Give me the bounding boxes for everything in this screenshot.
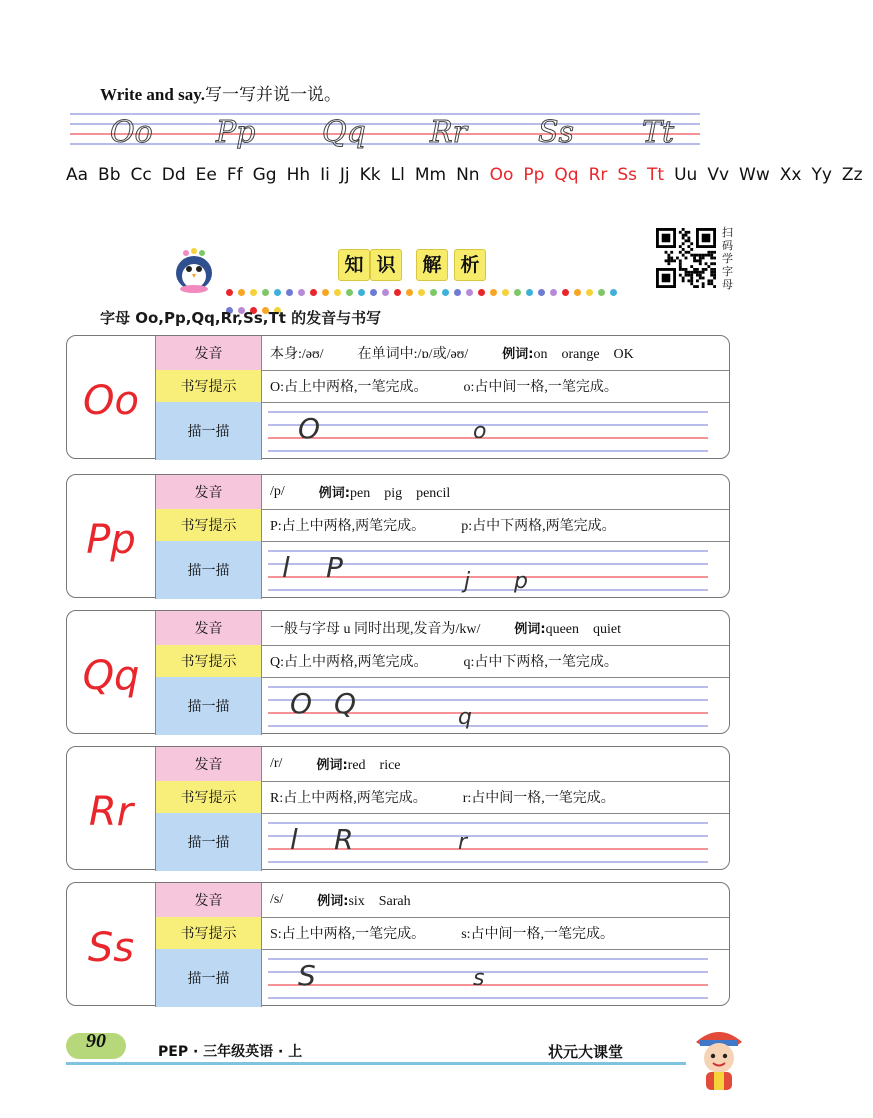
writing-tip-label: 书写提示 <box>156 781 262 813</box>
alphabet-letter-pair: Bb <box>98 165 121 185</box>
tracing-lines <box>268 545 708 595</box>
alphabet-letter-pair: Rr <box>588 165 608 185</box>
writing-tip-content <box>270 370 618 402</box>
page-number: 90 <box>86 1030 106 1052</box>
pronunciation: /r/ <box>270 756 283 771</box>
writing-tip-lower: q:占中下两格,一笔完成。 <box>463 655 618 670</box>
writing-tip-lower: o:占中间一格,一笔完成。 <box>463 380 618 395</box>
big-letter-text: Rr <box>88 789 134 835</box>
example-words: queen quiet <box>545 622 622 637</box>
writing-tip-row <box>155 509 729 542</box>
example-label: 例词: <box>318 486 350 501</box>
big-letter <box>67 747 155 869</box>
trace-row <box>155 677 729 735</box>
qr-caption-char: 字 <box>722 265 733 278</box>
publisher-name: 状元大课堂 <box>548 1043 624 1061</box>
alphabet-letter-pair: Oo <box>489 165 514 185</box>
alphabet-letter-pair: Aa <box>66 165 89 185</box>
big-letter-text: Oo <box>83 378 139 424</box>
alphabet-letter-pair: Mm <box>414 165 447 185</box>
pronunciation-label: 发音 <box>156 475 262 509</box>
trace-letter: O <box>290 687 313 720</box>
writing-tip-label: 书写提示 <box>156 645 262 677</box>
alphabet-letter-pair: Cc <box>130 165 152 185</box>
alphabet-letter-pair: Zz <box>841 165 863 185</box>
trace-row <box>155 813 729 871</box>
alphabet-letter-pair: Ll <box>390 165 405 185</box>
trace-label: 描一描 <box>156 813 262 871</box>
trace-letter: r <box>458 830 468 855</box>
tracing-lines <box>268 817 708 867</box>
pronunciation-in-words: 在单词中:/ɒ/或/əʊ/ <box>357 347 469 362</box>
alphabet-letter-pair: Jj <box>339 165 350 185</box>
pronunciation: /s/ <box>270 892 284 907</box>
writing-tip-upper: R:占上中两格,两笔完成。 <box>270 791 427 806</box>
writing-tip-upper: P:占上中两格,两笔完成。 <box>270 519 426 534</box>
example-words: on orange OK <box>533 347 634 362</box>
alphabet-letter-pair: Gg <box>252 165 277 185</box>
writing-tip-upper: O:占上中两格,一笔完成。 <box>270 380 428 395</box>
handwriting-letter: Rr <box>430 115 467 150</box>
qr-caption-char: 码 <box>722 239 733 252</box>
writing-tip-content <box>270 509 616 541</box>
alphabet-letter-pair: Kk <box>359 165 381 185</box>
writing-tip-label: 书写提示 <box>156 917 262 949</box>
alphabet-letter-pair: Ii <box>320 165 330 185</box>
exercise-title <box>100 80 341 105</box>
knowledge-banner <box>170 245 630 295</box>
example-label: 例词: <box>514 622 546 637</box>
trace-letter: p <box>514 569 528 594</box>
penguin-mascot-icon <box>170 245 222 293</box>
book-title: PEP · 三年级英语 · 上 <box>158 1044 303 1060</box>
trace-row <box>155 541 729 599</box>
qr-caption-char: 学 <box>722 252 733 265</box>
writing-tip-label: 书写提示 <box>156 509 262 541</box>
alphabet-letter-pair: Vv <box>707 165 730 185</box>
writing-tip-row <box>155 370 729 403</box>
handwriting-letter: Qq <box>322 115 366 150</box>
writing-tip-upper: Q:占上中两格,两笔完成。 <box>270 655 428 670</box>
trace-letter: R <box>334 823 354 856</box>
pronunciation-content <box>270 611 621 645</box>
alphabet-letter-pair: Pp <box>523 165 545 185</box>
tracing-lines <box>268 406 708 456</box>
big-letter <box>67 611 155 733</box>
example-label: 例词: <box>502 347 534 362</box>
pronunciation: 一般与字母 u 同时出现,发音为/kw/ <box>270 622 481 637</box>
trace-label: 描一描 <box>156 541 262 599</box>
pronunciation-label: 发音 <box>156 336 262 370</box>
alphabet-letter-pair: Dd <box>161 165 186 185</box>
alphabet-letter-pair: Hh <box>286 165 311 185</box>
handwriting-letter: Pp <box>216 115 256 150</box>
alphabet-letter-pair: Ww <box>739 165 770 185</box>
tracing-lines <box>268 681 708 731</box>
trace-letter: q <box>458 705 472 730</box>
handwriting-letter: Ss <box>538 115 574 150</box>
writing-tip-content <box>270 781 615 813</box>
big-letter <box>67 336 155 458</box>
trace-letter: s <box>473 966 485 991</box>
pronunciation-row <box>155 475 729 510</box>
trace-letter: Q <box>334 687 357 720</box>
banner-char: 析 <box>454 249 486 281</box>
trace-letter: l <box>282 551 290 584</box>
pronunciation-content <box>270 336 634 370</box>
footer-rule <box>66 1062 686 1065</box>
trace-letter: o <box>473 419 487 444</box>
banner-char: 知 <box>338 249 370 281</box>
example-words: pen pig pencil <box>349 486 451 501</box>
writing-tip-upper: S:占上中两格,一笔完成。 <box>270 927 426 942</box>
handwriting-letter: Oo <box>110 115 153 150</box>
writing-tip-row <box>155 917 729 950</box>
handwriting-letter: Tt <box>642 115 675 150</box>
trace-letter: S <box>298 959 316 992</box>
alphabet-letter-pair: Qq <box>554 165 579 185</box>
alphabet-line <box>66 160 863 191</box>
banner-char: 识 <box>370 249 402 281</box>
trace-row <box>155 402 729 460</box>
pronunciation-row <box>155 611 729 646</box>
trace-letter: l <box>290 823 298 856</box>
alphabet-letter-pair: Ss <box>617 165 638 185</box>
writing-tip-lower: s:占中间一格,一笔完成。 <box>461 927 615 942</box>
big-letter <box>67 475 155 597</box>
pronunciation-label: 发音 <box>156 611 262 645</box>
banner-char: 解 <box>416 249 448 281</box>
qr-code-icon[interactable] <box>656 228 716 288</box>
trace-label: 描一描 <box>156 402 262 460</box>
pronunciation: /p/ <box>270 484 285 499</box>
letter-card <box>66 335 730 459</box>
example-label: 例词: <box>316 758 348 773</box>
pronunciation-content <box>270 883 411 917</box>
alphabet-letter-pair: Ee <box>195 165 217 185</box>
trace-label: 描一描 <box>156 677 262 735</box>
qr-caption-char: 母 <box>722 278 733 291</box>
pronunciation-label: 发音 <box>156 883 262 917</box>
writing-tip-row <box>155 781 729 814</box>
pronunciation-row <box>155 883 729 918</box>
writing-tip-row <box>155 645 729 678</box>
example-label: 例词: <box>317 894 349 909</box>
big-letter-text: Pp <box>86 517 136 563</box>
letter-card <box>66 746 730 870</box>
example-words: red rice <box>347 758 401 773</box>
pronunciation-content <box>270 475 450 509</box>
alphabet-letter-pair: Nn <box>456 165 480 185</box>
writing-tip-lower: p:占中下两格,两笔完成。 <box>461 519 616 534</box>
big-letter-text: Ss <box>87 925 135 971</box>
trace-letter: P <box>326 551 343 584</box>
handwriting-band <box>70 108 700 150</box>
alphabet-letter-pair: Uu <box>674 165 698 185</box>
qr-caption <box>722 226 736 291</box>
alphabet-letter-pair: Xx <box>779 165 802 185</box>
writing-tip-lower: r:占中间一格,一笔完成。 <box>462 791 615 806</box>
trace-letter: O <box>298 412 321 445</box>
big-letter-text: Qq <box>82 653 140 699</box>
letter-card <box>66 610 730 734</box>
pronunciation-row <box>155 336 729 371</box>
tracing-lines <box>268 953 708 1003</box>
pronunciation-content <box>270 747 401 781</box>
alphabet-letter-pair: Tt <box>647 165 665 185</box>
writing-tip-content <box>270 645 618 677</box>
pronunciation-label: 发音 <box>156 747 262 781</box>
section-title: 字母 Oo,Pp,Qq,Rr,Ss,Tt 的发音与书写 <box>100 309 382 327</box>
alphabet-letter-pair: Ff <box>226 165 243 185</box>
exercise-title-cn: 写一写并说一说。 <box>205 85 342 104</box>
letter-card <box>66 474 730 598</box>
writing-tip-label: 书写提示 <box>156 370 262 402</box>
example-words: six Sarah <box>348 894 411 909</box>
letter-card <box>66 882 730 1006</box>
exercise-title-en: Write and say. <box>100 85 206 104</box>
qr-caption-char: 扫 <box>722 226 733 239</box>
scholar-mascot-icon <box>690 1022 748 1092</box>
writing-tip-content <box>270 917 614 949</box>
trace-letter: j <box>464 569 471 594</box>
trace-label: 描一描 <box>156 949 262 1007</box>
pronunciation-self: 本身:/əʊ/ <box>270 347 324 362</box>
pronunciation-row <box>155 747 729 782</box>
trace-row <box>155 949 729 1007</box>
big-letter <box>67 883 155 1005</box>
alphabet-letter-pair: Yy <box>811 165 832 185</box>
